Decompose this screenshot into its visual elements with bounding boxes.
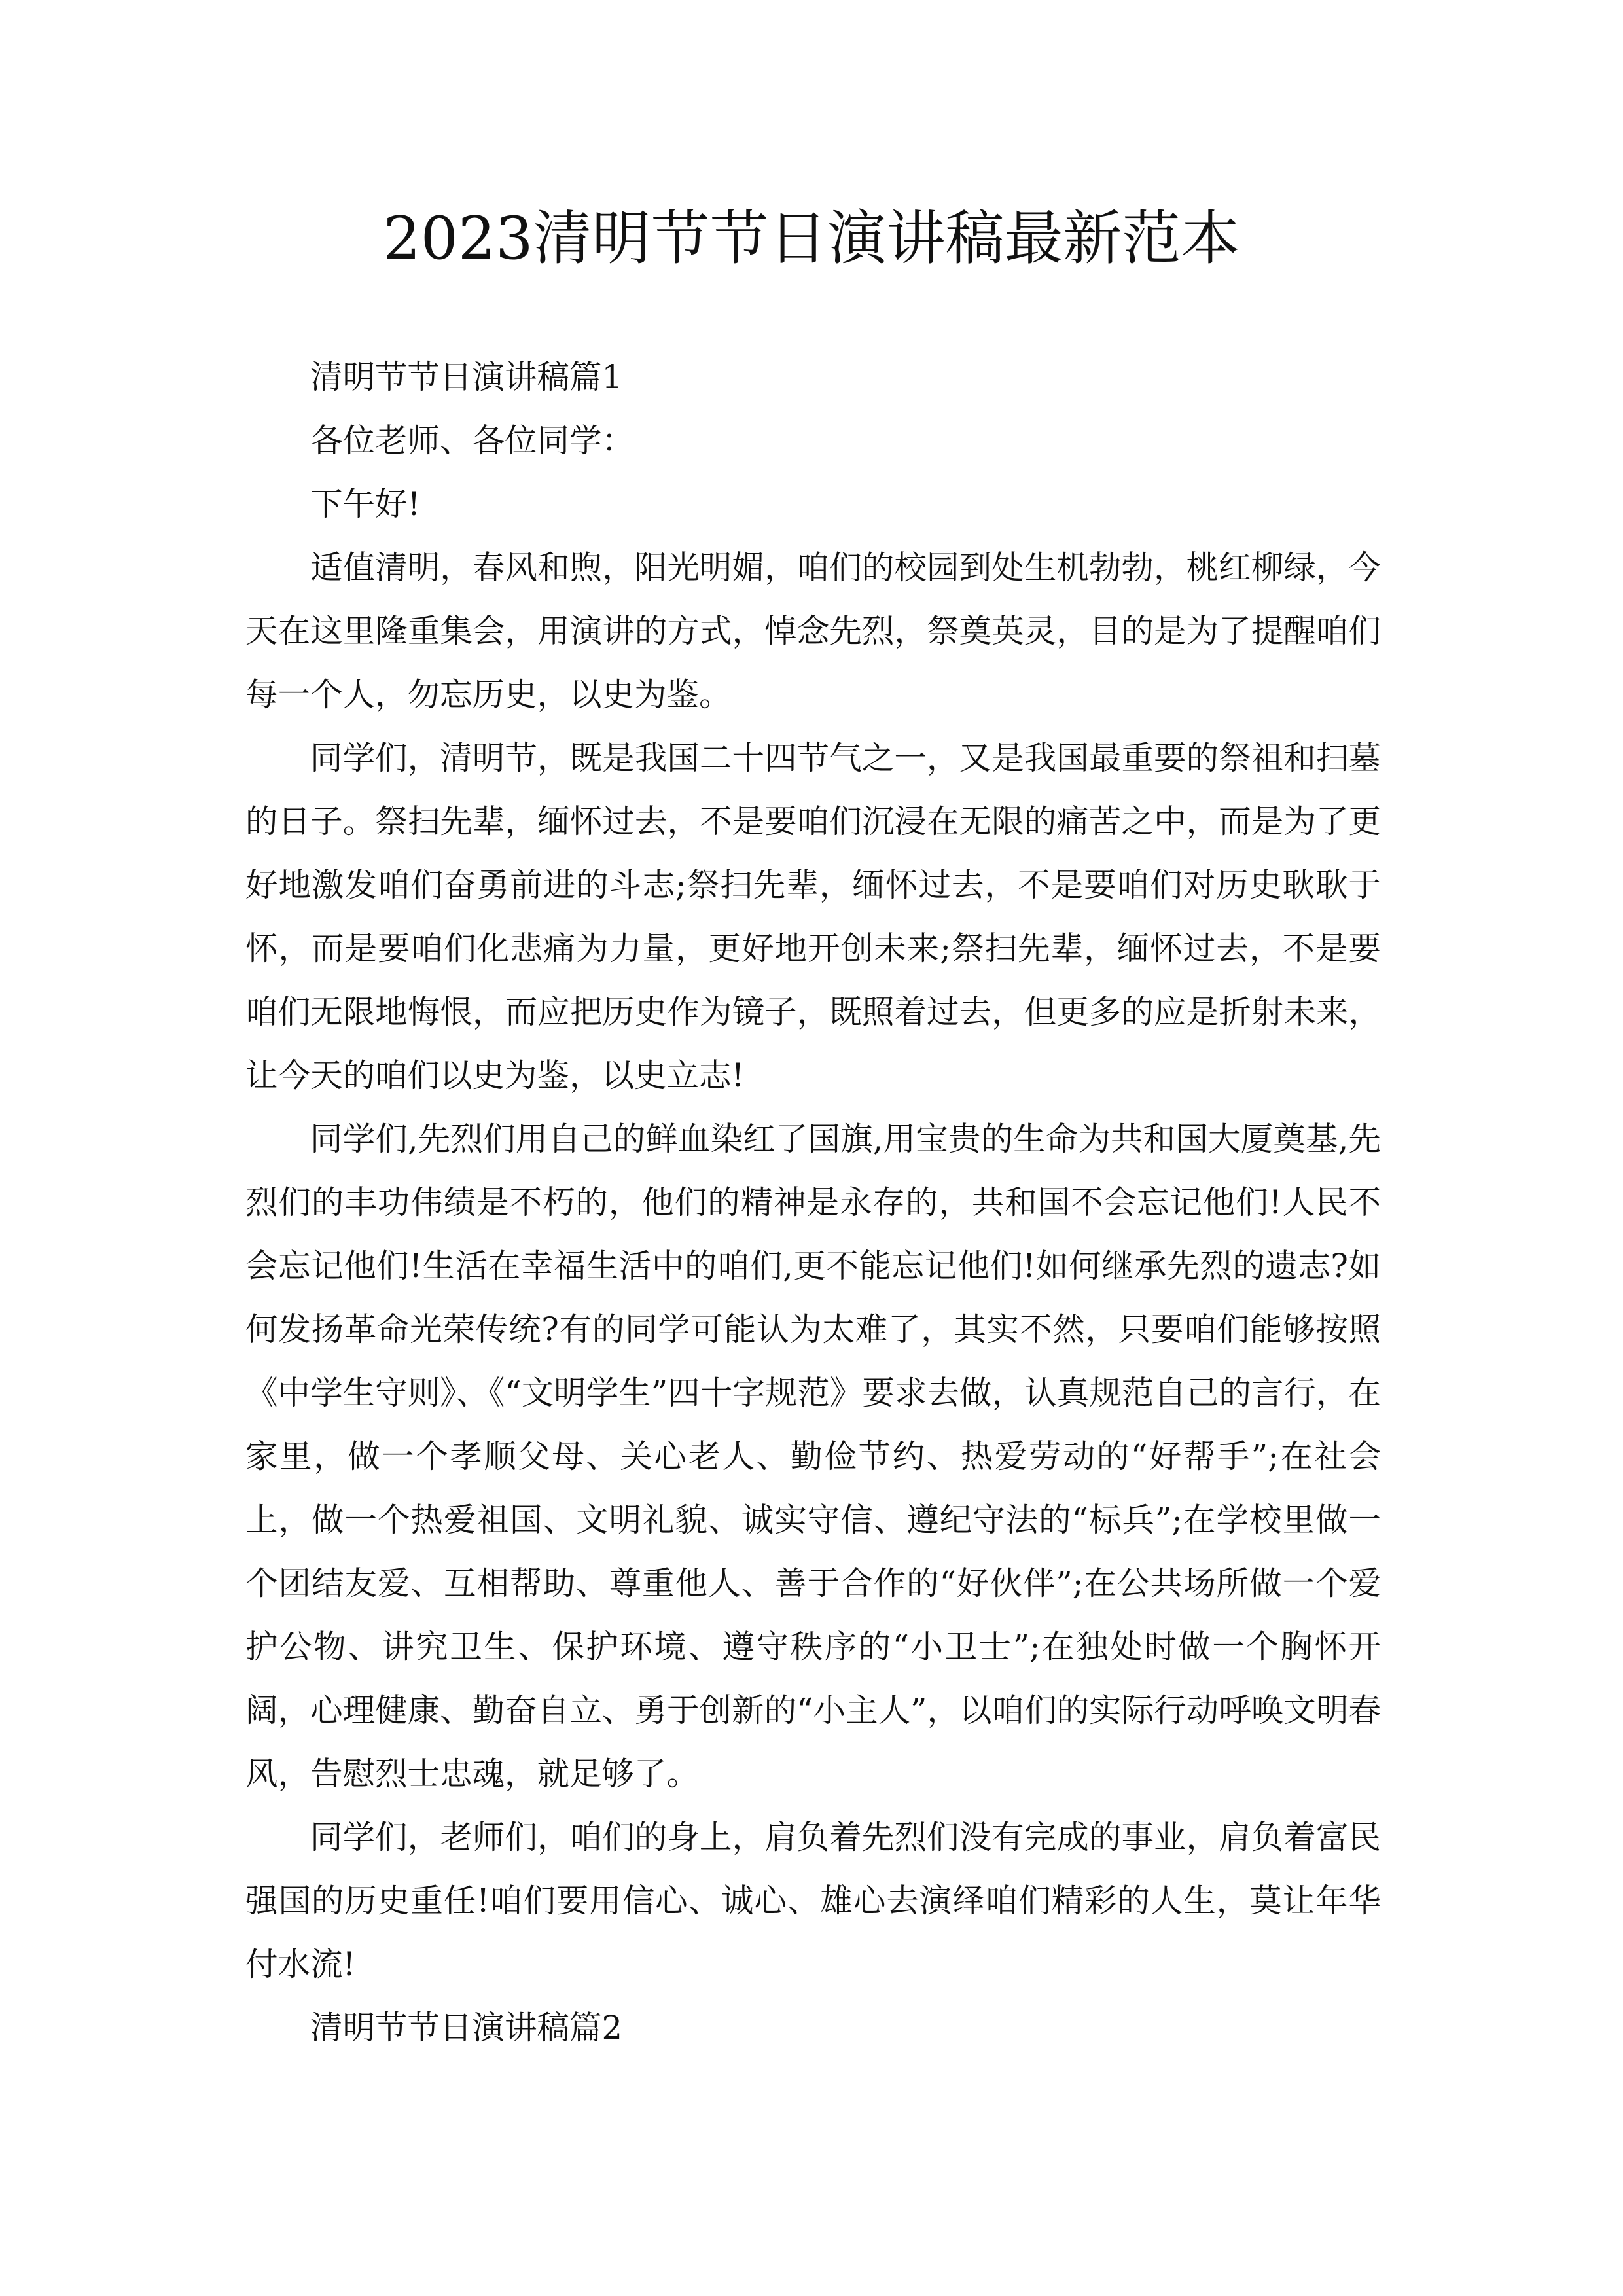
section-heading-2: 清明节节日演讲稿篇2 <box>310 2009 622 2047</box>
paragraph: 同学们，清明节，既是我国二十四节气之一，又是我国最重要的祭祖和扫墓的日子。祭扫先辈，缅怀过去，不是要咱们沉浸在无限的痛苦之中，而是为了更好地激发咱们奋勇前进的斗志;祭扫先辈，缅怀过去，不是要咱们对历史耿耿于怀，而是要咱们化悲痛为力量，更好地开创未来;祭扫先辈，缅怀过去，不是要咱们无限地悔恨，而应把历史作为镜子，既照着过去，但更多的应是折射未来，让今天的咱们以史为鉴，以史立志! <box>245 739 1381 1094</box>
document-body <box>245 346 1381 2060</box>
paragraph: 同学们，老师们，咱们的身上，肩负着先烈们没有完成的事业，肩负着富民强国的历史重任!咱们要用信心、诚心、雄心去演绎咱们精彩的人生，莫让年华付水流! <box>245 1818 1381 1983</box>
paragraph: 适值清明，春风和煦，阳光明媚，咱们的校园到处生机勃勃，桃红柳绿，今天在这里隆重集会，用演讲的方式，悼念先烈，祭奠英灵，目的是为了提醒咱们每一个人，勿忘历史，以史为鉴。 <box>245 548 1381 713</box>
paragraph: 同学们,先烈们用自己的鲜血染红了国旗,用宝贵的生命为共和国大厦奠基,先烈们的丰功伟绩是不朽的，他们的精神是永存的，共和国不会忘记他们!人民不会忘记他们!生活在幸福生活中的咱们,更不能忘记他们!如何继承先烈的遗志?如何发扬革命光荣传统?有的同学可能认为太难了，其实不然，只要咱们能够按照《中学生守则》、《“文明学生”四十字规范》要求去做，认真规范自己的言行，在家里，做一个孝顺父母、关心老人、勤俭节约、热爱劳动的“好帮手”;在社会上，做一个热爱祖国、文明礼貌、诚实守信、遵纪守法的“标兵”;在学校里做一个团结友爱、互相帮助、尊重他人、善于合作的“好伙伴”;在公共场所做一个爱护公物、讲究卫生、保护环境、遵守秩序的“小卫士”;在独处时做一个胸怀开阔，心理健康、勤奋自立、勇于创新的“小主人”，以咱们的实际行动呼唤文明春风，告慰烈士忠魂，就足够了。 <box>245 1120 1381 1793</box>
section-heading-1: 清明节节日演讲稿篇1 <box>310 358 622 396</box>
document-title: 2023清明节节日演讲稿最新范本 <box>383 204 1240 273</box>
greeting: 下午好! <box>310 485 421 523</box>
salutation: 各位老师、各位同学： <box>310 422 634 459</box>
